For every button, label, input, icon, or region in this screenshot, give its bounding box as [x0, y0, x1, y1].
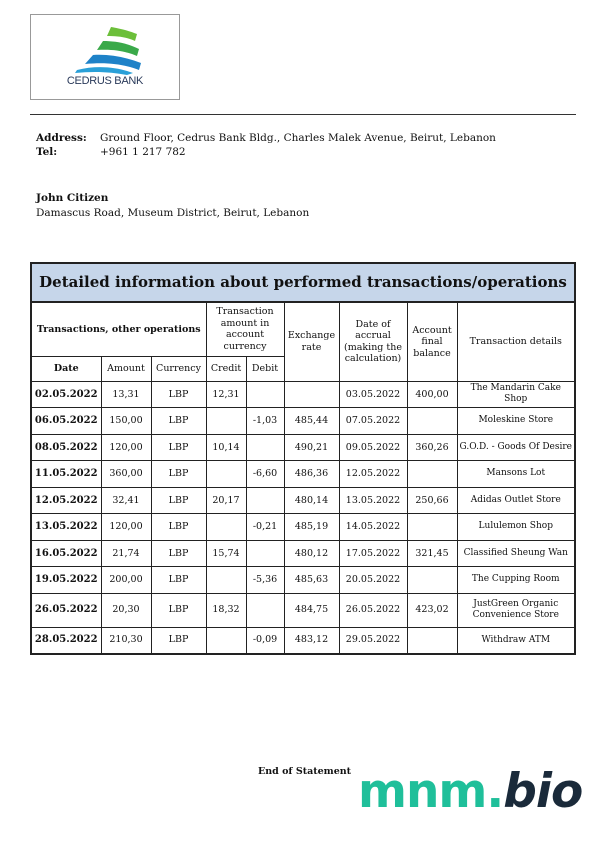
- cell-accrual: 12.05.2022: [339, 461, 407, 488]
- tel-label: Tel:: [36, 146, 58, 158]
- header-details: Transaction details: [457, 302, 575, 381]
- header-accrual-date: Date of accrual (making the calculation): [339, 302, 407, 381]
- cell-debit: [246, 540, 284, 567]
- transactions-table: [30, 262, 576, 655]
- address-label: Address:: [36, 132, 87, 144]
- cell-rate: 480,14: [284, 487, 339, 514]
- cell-currency: LBP: [151, 540, 206, 567]
- customer-block: [36, 191, 309, 221]
- table-row: [31, 540, 575, 567]
- cell-date: 28.05.2022: [31, 627, 101, 654]
- cell-balance: 423,02: [407, 593, 457, 627]
- header-divider: [30, 114, 576, 115]
- cell-details: Classified Sheung Wan: [457, 540, 575, 567]
- cell-credit: 15,74: [206, 540, 246, 567]
- cell-rate: 485,63: [284, 567, 339, 594]
- cell-amount: 150,00: [101, 408, 151, 435]
- cell-credit: 12,31: [206, 381, 246, 408]
- cell-details: The Mandarin Cake Shop: [457, 381, 575, 408]
- table-title: Detailed information about performed transactions/operations: [31, 263, 575, 302]
- cell-currency: LBP: [151, 514, 206, 541]
- cell-currency: LBP: [151, 627, 206, 654]
- cell-credit: 20,17: [206, 487, 246, 514]
- cell-amount: 13,31: [101, 381, 151, 408]
- cell-accrual: 09.05.2022: [339, 434, 407, 461]
- customer-name: John Citizen: [36, 192, 109, 204]
- cell-rate: 485,44: [284, 408, 339, 435]
- cell-currency: LBP: [151, 461, 206, 488]
- cell-details: G.O.D. - Goods Of Desire: [457, 434, 575, 461]
- cell-rate: 480,12: [284, 540, 339, 567]
- cell-amount: 32,41: [101, 487, 151, 514]
- cell-date: 16.05.2022: [31, 540, 101, 567]
- cell-details: Moleskine Store: [457, 408, 575, 435]
- cell-date: 26.05.2022: [31, 593, 101, 627]
- cell-currency: LBP: [151, 487, 206, 514]
- table-row: [31, 381, 575, 408]
- cell-date: 08.05.2022: [31, 434, 101, 461]
- cell-details: Mansons Lot: [457, 461, 575, 488]
- cell-credit: [206, 408, 246, 435]
- cell-debit: [246, 487, 284, 514]
- cell-details: JustGreen Organic Convenience Store: [457, 593, 575, 627]
- cell-debit: -5,36: [246, 567, 284, 594]
- cell-credit: [206, 567, 246, 594]
- cell-amount: 21,74: [101, 540, 151, 567]
- header-amount-in-currency: Transaction amount in account currency: [206, 302, 284, 356]
- header-credit: Credit: [206, 356, 246, 381]
- cell-balance: [407, 408, 457, 435]
- cell-rate: 483,12: [284, 627, 339, 654]
- cell-rate: 485,19: [284, 514, 339, 541]
- cell-debit: -0,21: [246, 514, 284, 541]
- table-row: [31, 461, 575, 488]
- cell-credit: [206, 627, 246, 654]
- cell-date: 12.05.2022: [31, 487, 101, 514]
- cell-rate: [284, 381, 339, 408]
- header-amount: Amount: [101, 356, 151, 381]
- cell-debit: -1,03: [246, 408, 284, 435]
- header-date: Date: [31, 356, 101, 381]
- cell-balance: 250,66: [407, 487, 457, 514]
- cell-date: 19.05.2022: [31, 567, 101, 594]
- customer-address: Damascus Road, Museum District, Beirut, Lebanon: [36, 207, 310, 219]
- cell-amount: 210,30: [101, 627, 151, 654]
- cedrus-logo-icon: [67, 25, 145, 77]
- cell-currency: LBP: [151, 593, 206, 627]
- cell-credit: [206, 514, 246, 541]
- address-value: Ground Floor, Cedrus Bank Bldg., Charles Malek Avenue, Beirut, Lebanon: [100, 132, 496, 144]
- cell-credit: [206, 461, 246, 488]
- cell-currency: LBP: [151, 434, 206, 461]
- watermark-part2: bio: [503, 764, 583, 819]
- bank-name: CEDRUS BANK: [66, 75, 144, 87]
- cell-accrual: 26.05.2022: [339, 593, 407, 627]
- table-row: [31, 567, 575, 594]
- cell-debit: -6,60: [246, 461, 284, 488]
- header-final-balance: Account final balance: [407, 302, 457, 381]
- cell-balance: 360,26: [407, 434, 457, 461]
- end-of-statement: End of Statement: [258, 766, 352, 777]
- table-row: [31, 487, 575, 514]
- cell-amount: 120,00: [101, 434, 151, 461]
- table-row: [31, 434, 575, 461]
- cell-balance: [407, 627, 457, 654]
- cell-accrual: 03.05.2022: [339, 381, 407, 408]
- cell-debit: -0,09: [246, 627, 284, 654]
- cell-credit: 18,32: [206, 593, 246, 627]
- cell-debit: [246, 434, 284, 461]
- cell-details: The Cupping Room: [457, 567, 575, 594]
- table-row: [31, 408, 575, 435]
- cell-debit: [246, 381, 284, 408]
- header-transactions: Transactions, other operations: [31, 302, 206, 356]
- cell-accrual: 29.05.2022: [339, 627, 407, 654]
- cell-details: Lululemon Shop: [457, 514, 575, 541]
- cell-credit: 10,14: [206, 434, 246, 461]
- header-debit: Debit: [246, 356, 284, 381]
- cell-date: 06.05.2022: [31, 408, 101, 435]
- cell-accrual: 20.05.2022: [339, 567, 407, 594]
- cell-accrual: 14.05.2022: [339, 514, 407, 541]
- cell-balance: [407, 567, 457, 594]
- header-currency: Currency: [151, 356, 206, 381]
- cell-balance: 400,00: [407, 381, 457, 408]
- table-row: [31, 627, 575, 654]
- cell-date: 13.05.2022: [31, 514, 101, 541]
- table-row: [31, 593, 575, 627]
- cell-accrual: 07.05.2022: [339, 408, 407, 435]
- cell-amount: 120,00: [101, 514, 151, 541]
- cell-currency: LBP: [151, 567, 206, 594]
- cell-debit: [246, 593, 284, 627]
- cell-balance: [407, 461, 457, 488]
- watermark-part1: mnm.: [358, 764, 504, 819]
- cell-accrual: 13.05.2022: [339, 487, 407, 514]
- cell-details: Adidas Outlet Store: [457, 487, 575, 514]
- cell-amount: 200,00: [101, 567, 151, 594]
- table-row: [31, 514, 575, 541]
- cell-rate: 484,75: [284, 593, 339, 627]
- cell-balance: [407, 514, 457, 541]
- cell-currency: LBP: [151, 381, 206, 408]
- header-exchange-rate: Exchange rate: [284, 302, 339, 381]
- cell-currency: LBP: [151, 408, 206, 435]
- cell-amount: 20,30: [101, 593, 151, 627]
- cell-amount: 360,00: [101, 461, 151, 488]
- cell-details: Withdraw ATM: [457, 627, 575, 654]
- cell-accrual: 17.05.2022: [339, 540, 407, 567]
- cell-rate: 486,36: [284, 461, 339, 488]
- watermark: [358, 762, 582, 822]
- cell-balance: 321,45: [407, 540, 457, 567]
- cell-date: 11.05.2022: [31, 461, 101, 488]
- tel-value: +961 1 217 782: [100, 146, 186, 158]
- bank-logo: [30, 14, 180, 100]
- cell-rate: 490,21: [284, 434, 339, 461]
- cell-date: 02.05.2022: [31, 381, 101, 408]
